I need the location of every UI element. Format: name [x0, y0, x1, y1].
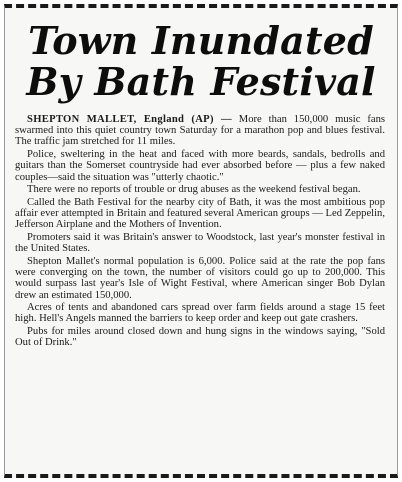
paragraph-6: Shepton Mallet's normal population is 6,000. Police said at the rate the pop fans were converging on the town, the number of visitors could go up to 200,000. This would surpass last year's Isle of Wight Festival, where American singer Bob Dylan drew an estimated 150,000.: [15, 255, 385, 301]
paragraph-1: [15, 114, 385, 148]
newspaper-clipping: [4, 4, 398, 478]
dateline: SHEPTON MALLET, England (AP) —: [27, 114, 232, 125]
paragraph-4: Called the Bath Festival for the nearby city of Bath, it was the most ambitious pop affair ever attempted in Britain and featured several American groups — Led Zeppelin, Jefferson Airplane and the Mothers of Invention.: [15, 196, 385, 231]
headline-line-1: Town Inundated: [28, 18, 374, 63]
headline: [13, 20, 389, 102]
paragraph-8: Pubs for miles around closed down and hung signs in the windows saying, "Sold Out of Drink.": [15, 326, 385, 349]
article-body: [15, 114, 385, 349]
paragraph-1-text: More than 150,000 music fans swarmed into this quiet country town Saturday for a marathon pop and blues festival. The traffic jam stretched for 11 miles.: [15, 114, 385, 148]
headline-line-2: By Bath Festival: [26, 59, 376, 104]
paragraph-3: There were no reports of trouble or drug abuses as the weekend festival began.: [27, 184, 361, 196]
paragraph-2: Police, sweltering in the heat and faced with more beards, sandals, bedrolls and guitars than the Somerset countryside had ever absorbed before — plus a few naked couples—said the situation was "utterly chaotic.": [15, 149, 385, 183]
paragraph-5: Promoters said it was Britain's answer to Woodstock, last year's monster festival in the United States.: [15, 232, 385, 255]
paragraph-7: Acres of tents and abandoned cars spread over farm fields around a stage 15 feet high. Hell's Angels manned the barriers to keep order and keep out gate crashers.: [15, 302, 385, 325]
